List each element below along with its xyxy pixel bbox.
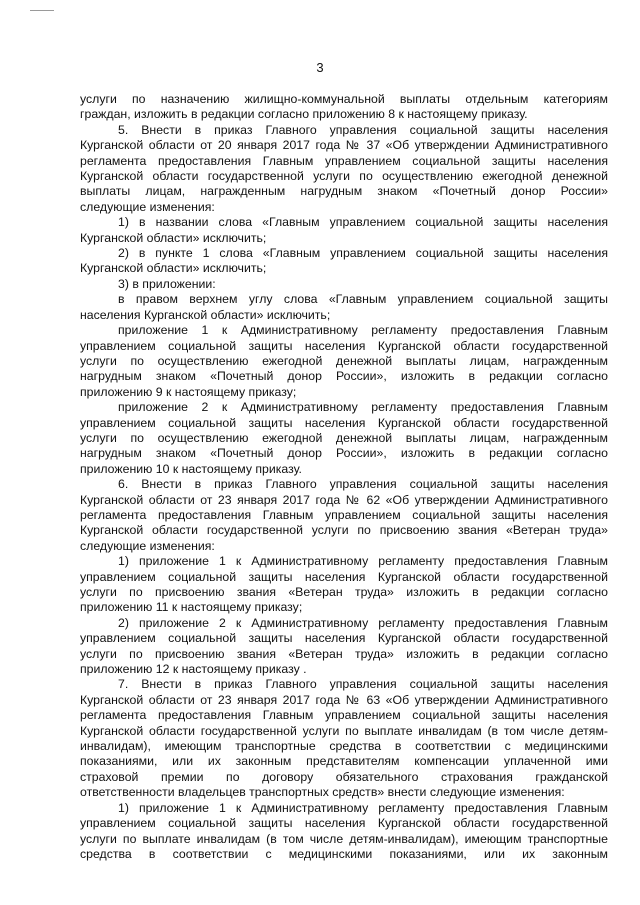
- text-line: 3) в приложении:: [118, 276, 216, 291]
- text-line: услуги по присвоению звания «Ветеран труда» изложить в редакции согласно: [80, 585, 608, 599]
- text-line: следующие изменения:: [80, 199, 215, 214]
- text-line: услуги по осуществлению ежегодной денежной выплаты лицам, награжденным: [80, 430, 608, 445]
- text-line: регламента предоставления Главным управлением социальной защиты населения: [80, 507, 608, 522]
- text-line: управлением социальной защиты населения Курганской области государственной: [80, 631, 608, 646]
- text-line: управлением социальной защиты населения Курганской области государственной: [80, 569, 608, 584]
- text-line: Курганской области от 23 января 2017 года № 62 «Об утверждении Административного: [80, 492, 608, 507]
- text-line: 1) в названии слова «Главным управлением социальной защиты населения: [118, 215, 608, 230]
- text-line: управлением социальной защиты населения Курганской области государственной: [80, 338, 608, 353]
- text-line: Курганской области» исключить;: [80, 261, 267, 276]
- text-line: услуги по осуществлению ежегодной денежной выплаты лицам, награжденным: [80, 353, 608, 368]
- text-line: Курганской области государственной услуги по осуществлению ежегодной денежной: [80, 169, 608, 184]
- text-line: приложению 11 к настоящему приказу;: [80, 600, 303, 615]
- text-line: Курганской области от 23 января 2017 года № 63 «Об утверждении Административного: [80, 692, 608, 707]
- text-line: Курганской области» исключить;: [80, 230, 267, 245]
- text-line: населения Курганской области» исключить;: [80, 307, 331, 322]
- document-body: [80, 92, 608, 862]
- text-line: Курганской области государственной услуги по присвоению звания «Ветеран труда»: [80, 523, 608, 538]
- text-line: приложению 9 к настоящему приказу;: [80, 384, 297, 399]
- text-line: приложение 1 к Административному регламенту предоставления Главным: [118, 323, 608, 338]
- text-line: 2) приложение 2 к Административному регламенту предоставления Главным: [118, 615, 608, 630]
- text-line: страховой премии по договору обязательного страхования гражданской: [80, 769, 608, 784]
- text-line: 1) приложение 1 к Административному регламенту предоставления Главным: [118, 554, 608, 569]
- text-line: управлением социальной защиты населения Курганской области государственной: [80, 415, 608, 430]
- text-line: выплаты лицам, награжденным нагрудным знаком «Почетный донор России»: [80, 184, 608, 199]
- text-line: приложению 10 к настоящему приказу.: [80, 461, 302, 476]
- text-line: управлением социальной защиты населения Курганской области государственной: [80, 816, 608, 831]
- text-line: приложению 12 к настоящему приказу .: [80, 662, 307, 677]
- text-line: нагрудным знаком «Почетный донор России», изложить в редакции согласно: [80, 369, 608, 384]
- text-line: 2) в пункте 1 слова «Главным управлением социальной защиты населения: [118, 246, 608, 261]
- text-line: граждан, изложить в редакции согласно приложению 8 к настоящему приказу.: [80, 107, 528, 122]
- text-line: в правом верхнем углу слова «Главным управлением социальной защиты: [118, 292, 608, 307]
- text-line: 5. Внести в приказ Главного управления социальной защиты населения: [118, 122, 608, 137]
- text-line: 7. Внести в приказ Главного управления социальной защиты населения: [118, 677, 608, 692]
- text-line: регламента предоставления Главным управлением социальной защиты населения: [80, 708, 608, 723]
- text-line: нагрудным знаком «Почетный донор России», изложить в редакции согласно: [80, 446, 608, 461]
- scan-artifact-mark: [30, 10, 54, 11]
- text-line: следующие изменения:: [80, 538, 215, 553]
- text-line: 1) приложение 1 к Административному регламенту предоставления Главным: [118, 800, 608, 815]
- text-line: Курганской области от 20 января 2017 года № 37 «Об утверждении Административного: [80, 138, 608, 153]
- text-line: услуги по назначению жилищно-коммунальной выплаты отдельным категориям: [80, 92, 608, 106]
- text-line: услуги по присвоению звания «Ветеран труда» изложить в редакции согласно: [80, 646, 608, 661]
- text-line: средства в соответствии с медицинскими показаниями, или их законным: [80, 846, 608, 861]
- text-line: приложение 2 к Административному регламенту предоставления Главным: [118, 400, 608, 415]
- text-line: показаниями, или их законным представителям компенсации уплаченной ими: [80, 754, 608, 769]
- text-line: Курганской области государственной услуги по выплате инвалидам (в том числе детям-: [80, 723, 608, 738]
- text-line: инвалидам), имеющим транспортные средства в соответствии с медицинскими: [80, 739, 608, 754]
- text-line: 6. Внести в приказ Главного управления социальной защиты населения: [118, 477, 608, 492]
- text-line: ответственности владельцев транспортных средств» внести следующие изменения:: [80, 785, 565, 800]
- text-line: регламента предоставления Главным управлением социальной защиты населения: [80, 153, 608, 168]
- page-number: 3: [316, 60, 324, 75]
- text-line: услуги по выплате инвалидам (в том числе детям-инвалидам), имеющим транспортные: [80, 831, 608, 846]
